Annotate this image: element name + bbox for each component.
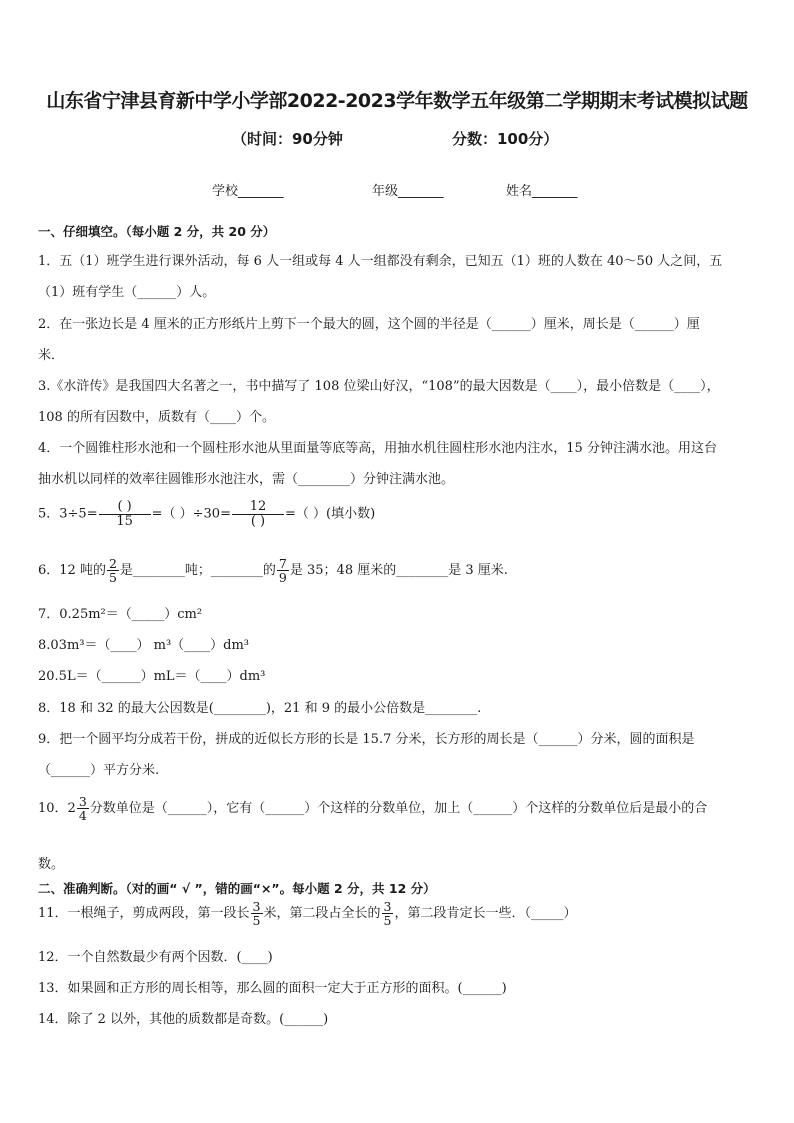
school-field: 学校_______ bbox=[212, 184, 284, 199]
q5-f1-numerator: ( ) bbox=[99, 500, 151, 515]
q14-line: 14．除了 2 以外，其他的质数都是奇数。(______) bbox=[38, 1012, 329, 1027]
q5-f2-denominator: ( ) bbox=[250, 513, 266, 529]
q6-f1-numerator: 2 bbox=[108, 556, 117, 571]
grade-field: 年级_______ bbox=[372, 184, 444, 199]
q4-line2: 抽水机以同样的效率往圆锥形水池注水，需（________）分钟注满水池。 bbox=[38, 472, 455, 487]
q1-line2: （1）班有学生（______）人。 bbox=[38, 285, 216, 300]
q13-line: 13．如果圆和正方形的周长相等，那么圆的面积一定大于正方形的面积。(______) bbox=[38, 981, 507, 996]
q7-line1: 7．0.25m²＝（_____）cm² bbox=[38, 607, 203, 622]
q11-part2: 米，第二段占全长的 bbox=[263, 906, 381, 922]
q2-line2: 米． bbox=[38, 348, 65, 363]
q5-middle: =（ ）÷30= bbox=[151, 506, 231, 522]
q6-part2: 是________吨；________的 bbox=[119, 563, 276, 579]
q12-line: 12．一个自然数最少有两个因数．(____) bbox=[38, 950, 273, 965]
q9-line1: 9．把一个圆平均分成若干份，拼成的近似长方形的长是 15.7 分米，长方形的周长是（______）分米，圆的面积是 bbox=[38, 732, 695, 747]
q5-f1-denominator: 15 bbox=[116, 513, 133, 529]
q7-line2: 8.03m³＝（____） m³（____）dm³ bbox=[38, 638, 250, 653]
q5-line bbox=[38, 500, 760, 528]
q11-f2-denominator: 5 bbox=[383, 913, 392, 929]
exam-meta bbox=[0, 128, 794, 152]
q3-line2: 108 的所有因数中，质数有（____）个。 bbox=[38, 410, 275, 425]
exam-time: （时间：90分钟 bbox=[232, 130, 343, 148]
q5-f2-numerator: 12 bbox=[232, 500, 284, 515]
q11-f1-denominator: 5 bbox=[252, 913, 261, 929]
q10-numerator: 3 bbox=[78, 794, 87, 809]
section2-heading: 二、准确判断。（对的画“ √ ”，错的画“×”。每小题 2 分，共 12 分） bbox=[38, 881, 436, 896]
q10-denominator: 4 bbox=[78, 808, 87, 824]
q5-fraction-1 bbox=[99, 500, 151, 528]
q3-line1: 3.《水浒传》是我国四大名著之一，书中描写了 108 位梁山好汉，“108”的最大因数是（____），最小倍数是（____）， bbox=[38, 379, 720, 394]
section1-heading: 一、仔细填空。（每小题 2 分，共 20 分） bbox=[38, 224, 276, 239]
name-field: 姓名_______ bbox=[506, 184, 578, 199]
q10-line1 bbox=[38, 795, 760, 822]
q6-f2-denominator: 9 bbox=[278, 570, 287, 586]
q8-line: 8．18 和 32 的最大公因数是(________)，21 和 9 的最小公倍数是________. bbox=[38, 701, 482, 716]
q10-fraction bbox=[77, 795, 89, 822]
q6-f1-denominator: 5 bbox=[108, 570, 117, 586]
q7-line3: 20.5L＝（______）mL＝（____）dm³ bbox=[38, 669, 266, 684]
q11-part1: 11．一根绳子，剪成两段，第一段长 bbox=[38, 906, 250, 922]
q10-part1: 10． bbox=[38, 801, 68, 817]
q1-line1: 1．五（1）班学生进行课外活动，每 6 人一组或每 4 人一组都没有剩余，已知五（1）班的人数在 40～50 人之间，五 bbox=[38, 254, 723, 269]
q5-prefix: 5．3÷5= bbox=[38, 506, 98, 522]
exam-score: 分数：100分） bbox=[452, 130, 559, 148]
q11-fraction-2 bbox=[382, 900, 394, 927]
q10-whole-number: 2 bbox=[67, 801, 76, 817]
q4-line1: 4．一个圆锥柱形水池和一个圆柱形水池从里面量等底等高，用抽水机往圆柱形水池内注水，15 分钟注满水池。用这台 bbox=[38, 441, 717, 456]
q11-fraction-1 bbox=[251, 900, 263, 927]
q10-line2: 数。 bbox=[38, 857, 65, 872]
q6-line bbox=[38, 557, 760, 584]
q6-part3: 是 35；48 厘米的________是 3 厘米. bbox=[289, 563, 508, 579]
q5-fraction-2 bbox=[232, 500, 284, 528]
q10-part2: 分数单位是（______），它有（______）个这样的分数单位，加上（______）个这样的分数单位后是最小的合 bbox=[89, 801, 708, 817]
exam-title: 山东省宁津县育新中学小学部2022-2023学年数学五年级第二学期期末考试模拟试题 bbox=[46, 90, 748, 112]
q9-line2: （______）平方分米. bbox=[38, 763, 160, 778]
q2-line1: 2．在一张边长是 4 厘米的正方形纸片上剪下一个最大的圆，这个圆的半径是（______）厘米，周长是（______）厘 bbox=[38, 317, 700, 332]
q6-fraction-1 bbox=[107, 557, 119, 584]
q6-f2-numerator: 7 bbox=[278, 556, 287, 571]
q11-f2-numerator: 3 bbox=[383, 899, 392, 914]
q5-suffix: =（ ）(填小数) bbox=[284, 506, 376, 522]
q6-part1: 6．12 吨的 bbox=[38, 563, 106, 579]
q11-line bbox=[38, 900, 760, 927]
q11-part3: ，第二段肯定长一些．（_____） bbox=[394, 906, 577, 922]
q6-fraction-2 bbox=[277, 557, 289, 584]
q11-f1-numerator: 3 bbox=[252, 899, 261, 914]
